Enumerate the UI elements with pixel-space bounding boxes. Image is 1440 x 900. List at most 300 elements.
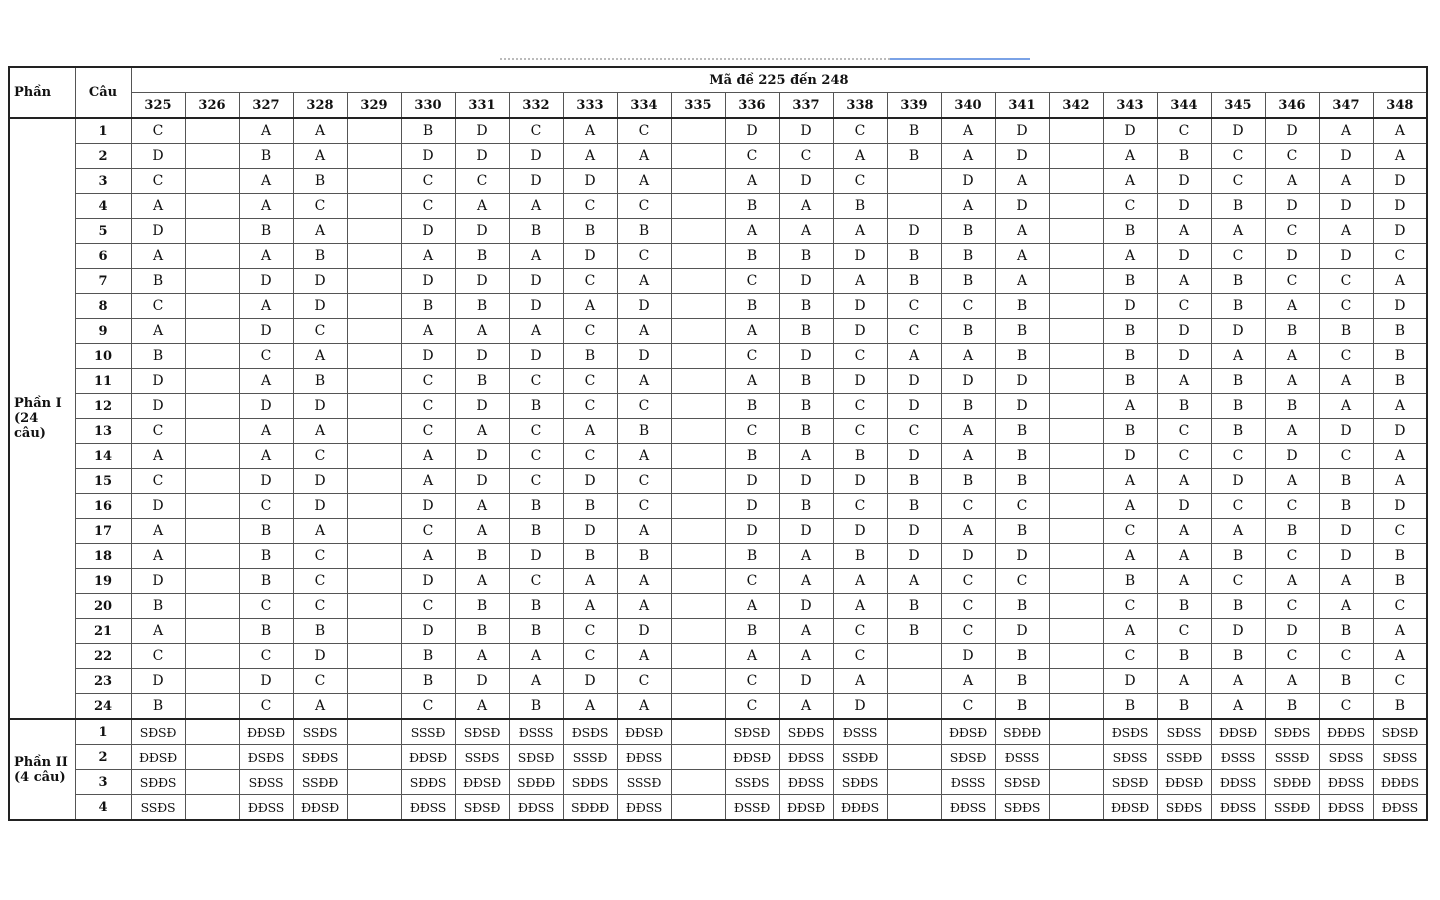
answer-cell: A <box>833 269 887 294</box>
exam-code-3: 328 <box>293 93 347 119</box>
answer-cell <box>185 519 239 544</box>
answer-cell: B <box>509 394 563 419</box>
answer-cell: D <box>509 269 563 294</box>
answer-cell <box>347 169 401 194</box>
answer-cell: A <box>131 444 185 469</box>
answer-cell: B <box>1265 319 1319 344</box>
answer-cell <box>1049 569 1103 594</box>
question-number: 18 <box>75 544 131 569</box>
answer-cell: D <box>1373 219 1427 244</box>
answer-cell: D <box>1373 494 1427 519</box>
answer-cell: D <box>455 219 509 244</box>
answer-cell <box>1049 169 1103 194</box>
answer-cell: C <box>131 644 185 669</box>
answer-cell: C <box>887 294 941 319</box>
answer-cell: B <box>1211 419 1265 444</box>
answer-cell: D <box>1157 244 1211 269</box>
question-number: 15 <box>75 469 131 494</box>
answer-cell: B <box>401 669 455 694</box>
answer-cell <box>671 118 725 144</box>
answer-cell <box>1049 294 1103 319</box>
table-row <box>9 644 1427 669</box>
answer-cell <box>185 118 239 144</box>
answer-cell: B <box>455 369 509 394</box>
answer-cell: A <box>293 219 347 244</box>
answer-cell: A <box>941 419 995 444</box>
answer-cell <box>1049 419 1103 444</box>
answer-cell: B <box>239 619 293 644</box>
answer-cell: B <box>1211 594 1265 619</box>
answer-cell: D <box>293 269 347 294</box>
answer-cell: D <box>1103 444 1157 469</box>
answer-cell: B <box>563 219 617 244</box>
answer-cell: D <box>1157 344 1211 369</box>
answer-cell: SSĐĐ <box>1265 795 1319 821</box>
answer-cell <box>1049 619 1103 644</box>
answer-cell <box>347 219 401 244</box>
answer-cell: SĐSĐ <box>725 719 779 745</box>
answer-cell: SĐSS <box>1103 745 1157 770</box>
answer-cell <box>1049 644 1103 669</box>
answer-cell <box>347 369 401 394</box>
answer-cell: A <box>941 118 995 144</box>
answer-cell: ĐĐSS <box>779 745 833 770</box>
answer-cell: SĐĐĐ <box>509 770 563 795</box>
answer-cell: B <box>131 269 185 294</box>
answer-cell: C <box>401 419 455 444</box>
answer-cell: SSSĐ <box>401 719 455 745</box>
exam-code-20: 345 <box>1211 93 1265 119</box>
answer-cell <box>185 394 239 419</box>
answer-cell <box>185 795 239 821</box>
answer-cell: C <box>833 118 887 144</box>
answer-cell: A <box>887 569 941 594</box>
answer-cell: SĐĐS <box>563 770 617 795</box>
answer-cell: B <box>1319 669 1373 694</box>
answer-cell: C <box>1103 644 1157 669</box>
answer-cell: A <box>1373 144 1427 169</box>
answer-cell: B <box>1211 394 1265 419</box>
answer-cell: A <box>1265 669 1319 694</box>
answer-cell: C <box>1319 269 1373 294</box>
answer-cell: ĐĐSS <box>617 795 671 821</box>
answer-cell: A <box>1103 144 1157 169</box>
table-row <box>9 269 1427 294</box>
answer-cell <box>347 444 401 469</box>
answer-cell: C <box>239 594 293 619</box>
answer-cell: A <box>455 419 509 444</box>
answer-cell: C <box>1157 419 1211 444</box>
answer-cell: D <box>833 369 887 394</box>
answer-cell: SĐĐS <box>995 795 1049 821</box>
answer-cell: C <box>293 444 347 469</box>
answer-cell: A <box>617 644 671 669</box>
answer-cell: D <box>401 344 455 369</box>
answer-cell <box>185 219 239 244</box>
answer-cell: D <box>887 544 941 569</box>
answer-cell: B <box>1319 494 1373 519</box>
answer-cell: SĐĐS <box>401 770 455 795</box>
phan-header: Phần <box>9 67 75 118</box>
answer-cell: A <box>293 344 347 369</box>
answer-cell: SĐSĐ <box>995 770 1049 795</box>
answer-cell: C <box>563 269 617 294</box>
answer-cell: B <box>1373 694 1427 720</box>
answer-cell <box>347 619 401 644</box>
answer-cell: SĐSS <box>239 770 293 795</box>
answer-cell: D <box>779 118 833 144</box>
answer-cell: A <box>617 444 671 469</box>
answer-cell: A <box>1157 669 1211 694</box>
answer-cell <box>1049 319 1103 344</box>
answer-cell: ĐSSS <box>941 770 995 795</box>
answer-cell: B <box>995 519 1049 544</box>
answer-cell: SĐĐĐ <box>995 719 1049 745</box>
answer-cell <box>1049 444 1103 469</box>
answer-cell: SĐĐS <box>833 770 887 795</box>
answer-cell <box>347 745 401 770</box>
answer-cell: C <box>1265 144 1319 169</box>
answer-cell <box>671 144 725 169</box>
answer-cell: B <box>887 469 941 494</box>
answer-cell: D <box>1319 544 1373 569</box>
answer-cell: ĐĐSS <box>1211 795 1265 821</box>
part2-label-line2: (4 câu) <box>14 769 66 785</box>
answer-cell: C <box>1319 294 1373 319</box>
answer-cell <box>347 144 401 169</box>
answer-cell: C <box>509 419 563 444</box>
table-row <box>9 694 1427 720</box>
answer-cell <box>347 394 401 419</box>
answer-cell: C <box>1319 694 1373 720</box>
answer-cell: D <box>455 394 509 419</box>
answer-cell: SĐĐS <box>1157 795 1211 821</box>
answer-cell: D <box>833 694 887 720</box>
answer-cell <box>347 719 401 745</box>
question-number: 9 <box>75 319 131 344</box>
answer-cell: A <box>293 118 347 144</box>
answer-cell <box>347 594 401 619</box>
answer-cell: A <box>941 519 995 544</box>
answer-cell: ĐĐSĐ <box>617 719 671 745</box>
answer-cell: C <box>1265 594 1319 619</box>
answer-cell: SĐSĐ <box>455 795 509 821</box>
answer-cell: D <box>833 319 887 344</box>
answer-cell: B <box>1265 519 1319 544</box>
answer-cell: D <box>995 144 1049 169</box>
answer-cell: A <box>1157 469 1211 494</box>
answer-cell: C <box>401 394 455 419</box>
answer-cell: SĐSS <box>1373 745 1427 770</box>
answer-cell: SĐSĐ <box>941 745 995 770</box>
answer-cell: B <box>995 669 1049 694</box>
answer-cell: A <box>1103 494 1157 519</box>
answer-cell: B <box>941 269 995 294</box>
answer-cell: ĐĐSĐ <box>401 745 455 770</box>
answer-cell: A <box>239 194 293 219</box>
answer-cell: D <box>131 494 185 519</box>
answer-cell: C <box>1103 519 1157 544</box>
answer-cell: D <box>1319 194 1373 219</box>
answer-cell: C <box>563 194 617 219</box>
table-row <box>9 344 1427 369</box>
answer-cell: A <box>401 544 455 569</box>
answer-cell: B <box>1157 694 1211 720</box>
answer-cell: A <box>509 319 563 344</box>
answer-cell: C <box>779 144 833 169</box>
answer-cell: C <box>563 619 617 644</box>
answer-cell: SĐSS <box>1157 719 1211 745</box>
answer-cell: C <box>1373 594 1427 619</box>
answer-cell <box>347 419 401 444</box>
answer-cell: C <box>833 644 887 669</box>
answer-cell: D <box>455 444 509 469</box>
answer-cell: B <box>1211 544 1265 569</box>
answer-cell: ĐĐSS <box>509 795 563 821</box>
table-row <box>9 369 1427 394</box>
answer-cell: D <box>509 144 563 169</box>
answer-cell <box>185 770 239 795</box>
answer-cell: D <box>941 169 995 194</box>
header-dotted-line <box>500 58 1030 64</box>
answer-cell <box>1049 219 1103 244</box>
answer-cell: D <box>725 118 779 144</box>
answer-cell: D <box>239 319 293 344</box>
table-row <box>9 419 1427 444</box>
answer-cell: D <box>509 294 563 319</box>
answer-cell: C <box>563 394 617 419</box>
answer-cell <box>887 669 941 694</box>
answer-cell <box>1049 369 1103 394</box>
answer-cell <box>347 344 401 369</box>
answer-cell <box>1049 344 1103 369</box>
answer-cell: D <box>563 469 617 494</box>
answer-cell: A <box>1211 219 1265 244</box>
answer-cell: A <box>1373 269 1427 294</box>
answer-cell: A <box>563 694 617 720</box>
answer-cell: D <box>941 369 995 394</box>
answer-cell: B <box>131 594 185 619</box>
answer-cell: A <box>1265 469 1319 494</box>
answer-cell: D <box>401 494 455 519</box>
answer-cell: C <box>725 419 779 444</box>
answer-cell: B <box>995 644 1049 669</box>
answer-cell: D <box>455 269 509 294</box>
answer-cell: D <box>1157 319 1211 344</box>
answer-cell: A <box>563 144 617 169</box>
answer-cell: ĐĐSĐ <box>941 719 995 745</box>
answer-cell: A <box>1157 544 1211 569</box>
answer-cell: B <box>1265 394 1319 419</box>
exam-code-16: 341 <box>995 93 1049 119</box>
answer-cell: A <box>131 244 185 269</box>
answer-cell <box>671 194 725 219</box>
answer-cell: D <box>995 619 1049 644</box>
answer-cell: C <box>941 694 995 720</box>
answer-cell: A <box>617 144 671 169</box>
answer-cell: D <box>401 219 455 244</box>
answer-cell: A <box>1103 619 1157 644</box>
answer-cell: D <box>131 394 185 419</box>
answer-cell <box>887 795 941 821</box>
answer-cell: B <box>509 594 563 619</box>
question-number: 17 <box>75 519 131 544</box>
answer-cell: C <box>833 169 887 194</box>
answer-cell: B <box>941 319 995 344</box>
answer-cell <box>671 569 725 594</box>
answer-cell: ĐĐĐS <box>1373 770 1427 795</box>
exam-code-19: 344 <box>1157 93 1211 119</box>
answer-cell: B <box>833 444 887 469</box>
answer-cell: D <box>1373 169 1427 194</box>
answer-cell: A <box>1157 569 1211 594</box>
answer-cell: C <box>1373 519 1427 544</box>
answer-cell: A <box>293 144 347 169</box>
answer-cell <box>347 770 401 795</box>
answer-cell: B <box>455 294 509 319</box>
answer-cell <box>347 319 401 344</box>
answer-cell: B <box>725 444 779 469</box>
answer-cell: C <box>239 344 293 369</box>
answer-cell: A <box>1265 419 1319 444</box>
answer-cell <box>1049 719 1103 745</box>
answer-cell: SĐSĐ <box>509 745 563 770</box>
answer-cell: D <box>779 669 833 694</box>
answer-cell: A <box>1373 469 1427 494</box>
answer-cell: C <box>1319 644 1373 669</box>
answer-cell: SĐĐS <box>293 745 347 770</box>
answer-cell: D <box>779 169 833 194</box>
answer-cell: SSĐĐ <box>293 770 347 795</box>
answer-cell <box>671 219 725 244</box>
question-number: 20 <box>75 594 131 619</box>
answer-cell: A <box>131 519 185 544</box>
answer-cell: C <box>293 594 347 619</box>
answer-cell: B <box>1157 594 1211 619</box>
answer-cell: C <box>1157 294 1211 319</box>
answer-cell: A <box>1319 394 1373 419</box>
answer-cell: ĐĐSS <box>401 795 455 821</box>
table-row <box>9 244 1427 269</box>
answer-cell: D <box>131 669 185 694</box>
answer-cell: C <box>617 194 671 219</box>
answer-cell <box>887 745 941 770</box>
question-number: 19 <box>75 569 131 594</box>
answer-cell: A <box>239 118 293 144</box>
answer-cell: ĐĐSĐ <box>725 745 779 770</box>
answer-cell: SĐĐĐ <box>1265 770 1319 795</box>
answer-cell: D <box>1265 244 1319 269</box>
answer-cell: D <box>1373 194 1427 219</box>
answer-cell: D <box>1103 669 1157 694</box>
answer-cell: C <box>1373 669 1427 694</box>
table-row <box>9 594 1427 619</box>
answer-cell: A <box>1319 169 1373 194</box>
table-row <box>9 745 1427 770</box>
answer-cell: A <box>725 369 779 394</box>
question-number: 13 <box>75 419 131 444</box>
answer-cell: ĐĐSS <box>941 795 995 821</box>
answer-cell: ĐSĐS <box>563 719 617 745</box>
answer-cell: A <box>779 194 833 219</box>
answer-cell: D <box>131 369 185 394</box>
part1-label-line2: (24 câu) <box>14 411 46 441</box>
answer-cell <box>671 169 725 194</box>
answer-cell: D <box>833 244 887 269</box>
answer-cell: C <box>563 319 617 344</box>
answer-cell: C <box>887 419 941 444</box>
answer-cell: ĐĐSS <box>1373 795 1427 821</box>
answer-cell: D <box>779 519 833 544</box>
answer-cell: C <box>617 244 671 269</box>
ma-de-title: Mã đề 225 đến 248 <box>131 67 1427 93</box>
answer-cell <box>671 544 725 569</box>
answer-cell: B <box>887 144 941 169</box>
answer-cell <box>671 745 725 770</box>
answer-cell: ĐSSS <box>995 745 1049 770</box>
answer-cell <box>185 544 239 569</box>
answer-cell: A <box>1103 394 1157 419</box>
answer-cell: B <box>131 344 185 369</box>
answer-cell: D <box>995 394 1049 419</box>
answer-cell: C <box>833 394 887 419</box>
answer-cell: B <box>455 594 509 619</box>
answer-cell: B <box>1103 419 1157 444</box>
question-number: 6 <box>75 244 131 269</box>
answer-cell: B <box>941 219 995 244</box>
answer-cell: B <box>779 294 833 319</box>
table-row <box>9 569 1427 594</box>
answer-cell: ĐĐSS <box>1319 770 1373 795</box>
answer-cell: A <box>1265 169 1319 194</box>
answer-cell: B <box>401 294 455 319</box>
answer-cell <box>671 369 725 394</box>
answer-cell <box>1049 694 1103 720</box>
answer-cell: B <box>995 294 1049 319</box>
answer-cell: C <box>617 494 671 519</box>
answer-cell: A <box>563 118 617 144</box>
part1-label-line1: Phần I <box>14 396 62 411</box>
exam-code-7: 332 <box>509 93 563 119</box>
answer-cell: ĐĐSĐ <box>293 795 347 821</box>
answer-cell: D <box>563 669 617 694</box>
table-row <box>9 169 1427 194</box>
answer-cell: A <box>779 619 833 644</box>
answer-cell <box>887 644 941 669</box>
answer-cell: A <box>455 194 509 219</box>
answer-cell: D <box>833 519 887 544</box>
answer-cell: A <box>563 594 617 619</box>
answer-cell <box>1049 519 1103 544</box>
answer-cell: A <box>293 694 347 720</box>
answer-cell: B <box>833 544 887 569</box>
answer-cell: C <box>833 344 887 369</box>
answer-cell: D <box>455 344 509 369</box>
answer-cell: D <box>941 644 995 669</box>
answer-cell: C <box>509 118 563 144</box>
answer-cell: C <box>131 419 185 444</box>
answer-cell: B <box>995 319 1049 344</box>
answer-cell: C <box>617 469 671 494</box>
answer-cell <box>185 494 239 519</box>
answer-cell: B <box>617 419 671 444</box>
answer-cell: B <box>1265 694 1319 720</box>
answer-cell: D <box>509 544 563 569</box>
answer-cell: A <box>617 519 671 544</box>
answer-cell: A <box>239 444 293 469</box>
answer-cell: D <box>563 169 617 194</box>
answer-cell: D <box>833 469 887 494</box>
